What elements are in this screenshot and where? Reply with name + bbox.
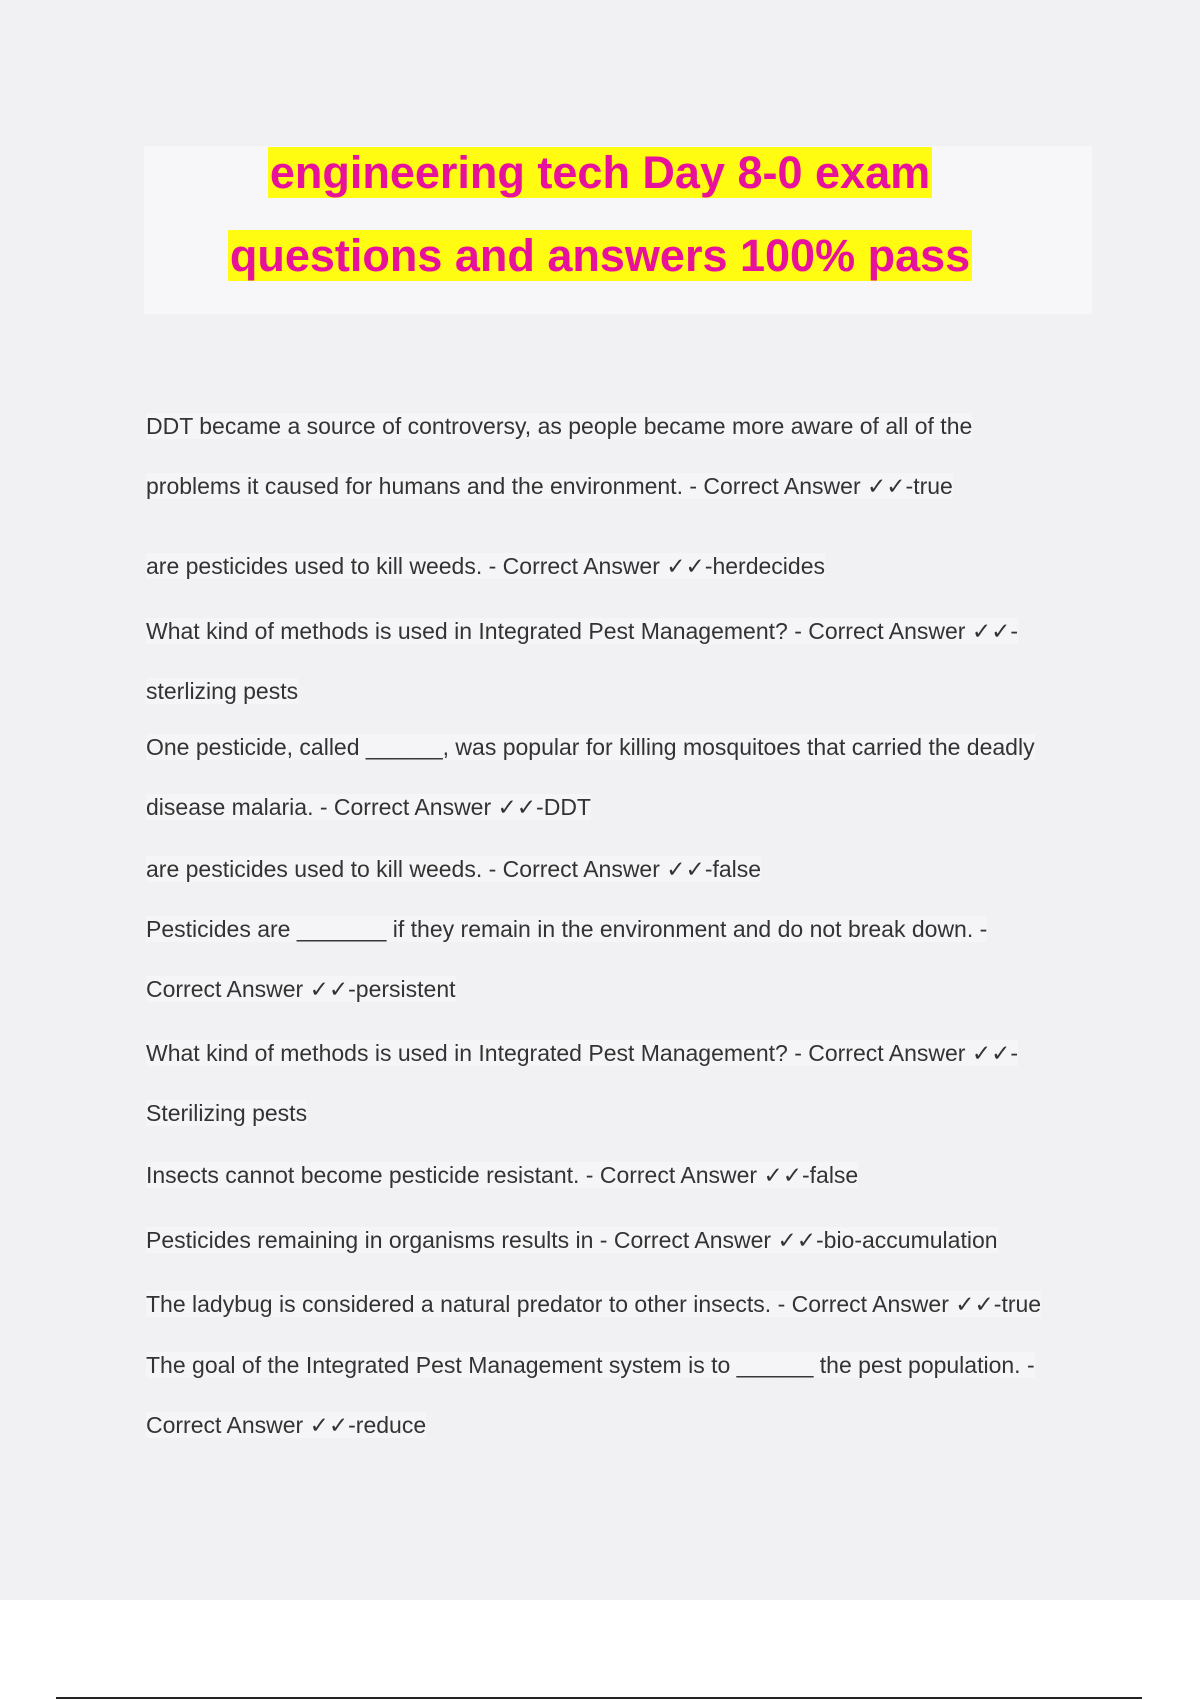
qa-item <box>146 601 1096 721</box>
qa-line: Pesticides are _______ if they remain in the environment and do not break down. - <box>146 916 988 942</box>
qa-line: Correct Answer ✓✓-persistent <box>146 976 456 1002</box>
qa-item <box>146 717 1096 837</box>
qa-line: What kind of methods is used in Integrated Pest Management? - Correct Answer ✓✓- <box>146 1040 1019 1066</box>
qa-item <box>146 1210 1096 1270</box>
qa-line: Insects cannot become pesticide resistant. - Correct Answer ✓✓-false <box>146 1162 859 1188</box>
qa-item <box>146 1335 1096 1455</box>
qa-line: Sterilizing pests <box>146 1100 308 1126</box>
document-title-line-2: questions and answers 100% pass <box>229 230 971 281</box>
qa-line: disease malaria. - Correct Answer ✓✓-DDT <box>146 794 591 820</box>
qa-item <box>146 396 1096 516</box>
qa-item <box>146 839 1096 899</box>
qa-line: problems it caused for humans and the environment. - Correct Answer ✓✓-true <box>146 473 953 499</box>
qa-item <box>146 536 1096 596</box>
document-title-line-1: engineering tech Day 8-0 exam <box>269 147 931 198</box>
qa-line: The goal of the Integrated Pest Management system is to ______ the pest population. - <box>146 1352 1035 1378</box>
qa-line: Correct Answer ✓✓-reduce <box>146 1412 427 1438</box>
qa-line: are pesticides used to kill weeds. - Correct Answer ✓✓-false <box>146 856 762 882</box>
qa-line: Pesticides remaining in organisms results in - Correct Answer ✓✓-bio-accumulation <box>146 1227 998 1253</box>
qa-item <box>146 1023 1096 1143</box>
qa-line: What kind of methods is used in Integrated Pest Management? - Correct Answer ✓✓- <box>146 618 1019 644</box>
qa-line: DDT became a source of controversy, as people became more aware of all of the <box>146 413 973 439</box>
qa-line: The ladybug is considered a natural predator to other insects. - Correct Answer ✓✓-true <box>146 1291 1042 1317</box>
footer-divider <box>56 1697 1142 1699</box>
qa-item <box>146 1274 1096 1334</box>
qa-line: sterlizing pests <box>146 678 299 704</box>
qa-item <box>146 899 1096 1019</box>
qa-line: are pesticides used to kill weeds. - Correct Answer ✓✓-herdecides <box>146 553 825 579</box>
qa-item <box>146 1145 1096 1205</box>
qa-line: One pesticide, called ______, was popular for killing mosquitoes that carried the deadly <box>146 734 1035 760</box>
